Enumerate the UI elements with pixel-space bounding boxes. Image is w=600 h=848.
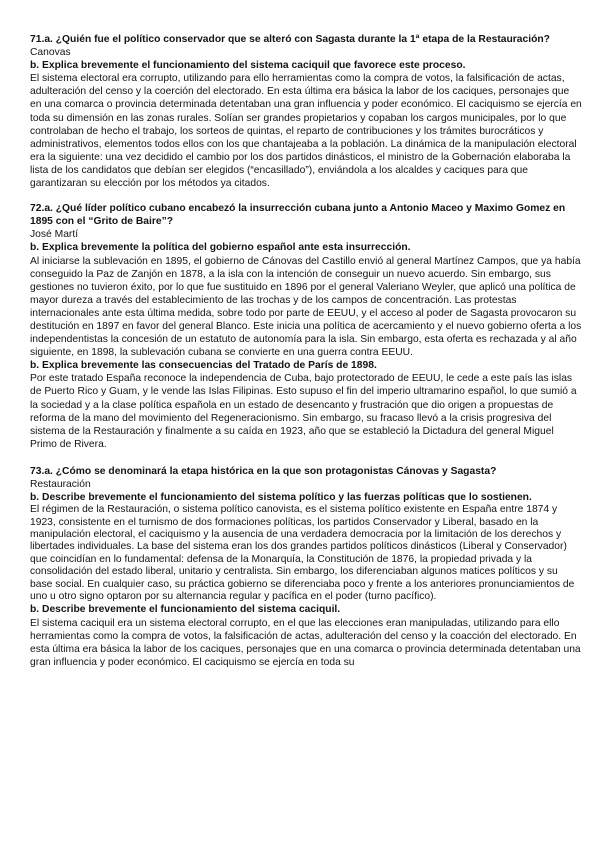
question-73c: b. Describe brevemente el funcionamiento del sistema caciquil. (30, 604, 341, 616)
section-spacer (30, 190, 582, 202)
question-71a: 71.a. ¿Quién fue el político conservador que se alteró con Sagasta durante la 1ª etapa de la Restauración? (30, 34, 550, 45)
paragraph-73b: El régimen de la Restauración, o sistema político canovista, es el sistema político existente en España entre 1874 y 1923, consistente en el turnismo de dos formaciones políticas, los partidos Conservador y Liberal, basado en la manipulación electoral, el caciquismo y la ausencia de una verdadera democracia por la limitación de los derechos y libertades individuales. La base del sistema eran los dos grandes partidos políticos dinásticos (Liberal y Conservador) que coincidían en lo fundamental: defensa de la Monarquía, la Constitución de 1876, la propiedad privada y la consolidación del estado liberal, unitario y centralista. Sin embargo, los diferenciaban algunos matices políticos y su base social. En cualquier caso, su práctica gobierno se diferenciaba poco y frente a los anteriores pronunciamientos de uno u otro signo optaron por su alternancia regular y pacífica en el poder (turno pacífico). (30, 504, 575, 603)
answer-72a: José Martí (30, 229, 79, 241)
paragraph-73c: El sistema caciquil era un sistema electoral corrupto, en el que las elecciones eran manipuladas, utilizando para ello herramientas como la compra de votos, la falsificación de actas, adulteración del censo y la coacción del electorado. En esta última era básica la labor de los caciques, personajes que en una comarca o provincia determinada detentaban una gran influencia y poder económico. El caciquismo se ejercía en toda su (30, 617, 581, 668)
answer-71a: Canovas (30, 47, 71, 59)
question-72c: b. Explica brevemente las consecuencias del Tratado de París de 1898. (30, 360, 377, 372)
paragraph-72b: Al iniciarse la sublevación en 1895, el gobierno de Cánovas del Castillo envió al general Martínez Campos, que ya había conseguido la Paz de Zanjón en 1878, a la isla con la intención de conseguir un nuevo acuerdo. Sin embargo, sus gestiones no tuvieron éxito, por lo que fue sustituido en 1896 por el general Valeriano Weyler, que aplicó una política de mayor dureza a través del establecimiento de las trochas y de los campos de concentración. Las protestas internacionales ante esta última medida, sobre todo por parte de EEUU, y el acceso al poder de Sagasta provocaron su destitución en 1897 en favor del general Blanco. Este inicia una política de acercamiento y el nuevo gobierno oferta a los independentistas la concesión de un estatuto de autonomía para la isla. Sin embargo, esta oferta es rechazada y al año siguiente, en 1898, la sublevación cubana se convierte en una guerra contra EEUU. (30, 255, 582, 359)
document-page (30, 33, 582, 669)
section-71 (30, 33, 582, 190)
paragraph-71b: El sistema electoral era corrupto, utilizando para ello herramientas como la compra de votos, la falsificación de actas, adulteración del censo y la coerción del electorado. En esta última era básica la labor de los caciques, personajes que en una comarca o provincia determinada detentaban una gran influencia y poder económico. El caciquismo se ejercía en toda su dimensión en las zonas rurales. Solían ser grandes propietarios y copaban los cargos municipales, por lo que controlaban de hecho el trabajo, los sorteos de quintas, el reparto de contribuciones y los trámites burocráticos y administrativos, elementos todos ellos con los que chantajeaba a la población. La dinámica de la manipulación electoral era la siguiente: una vez decidido el cambio por los dos partidos dinásticos, el ministro de la Gobernación elaboraba la lista de los candidatos que debían ser elegidos (“encasillado”), enviándola a los alcaldes y caciques para que garantizaran su elección por los métodos ya citados. (30, 73, 582, 190)
question-71b: b. Explica brevemente el funcionamiento del sistema caciquil que favorece este proceso. (30, 60, 466, 72)
question-72b: b. Explica brevemente la política del gobierno español ante esta insurrección. (30, 242, 411, 254)
question-73b: b. Describe brevemente el funcionamiento del sistema político y las fuerzas políticas que lo sostienen. (30, 492, 532, 504)
section-72 (30, 202, 582, 451)
answer-73a: Restauración (30, 479, 91, 490)
paragraph-72c: Por este tratado España reconoce la independencia de Cuba, bajo protectorado de EEUU, le cede a este país las islas de Puerto Rico y Guam, y le vende las Islas Filipinas. Esto supuso el fin del imperio ultramarino español, lo que sumió a la sociedad y a la clase política española en un estado de desencanto y frustración que dio origen a propuestas de reforma de la mano del movimiento del Regeneracionismo. Sin embargo, su fracaso llevó a la crisis progresiva del sistema de la Restauración y finalmente a su caída en 1923, año que se estableció la Dictadura del general Miguel Primo de Rivera. (30, 373, 577, 450)
section-spacer (30, 451, 582, 465)
section-73 (30, 465, 582, 669)
question-73a: 73.a. ¿Cómo se denominará la etapa histórica en la que son protagonistas Cánovas y Sagasta? (30, 465, 497, 477)
question-72a: 72.a. ¿Qué líder político cubano encabezó la insurrección cubana junto a Antonio Maceo y Maximo Gomez en 1895 con el “Grito de Baire”? (30, 203, 566, 228)
